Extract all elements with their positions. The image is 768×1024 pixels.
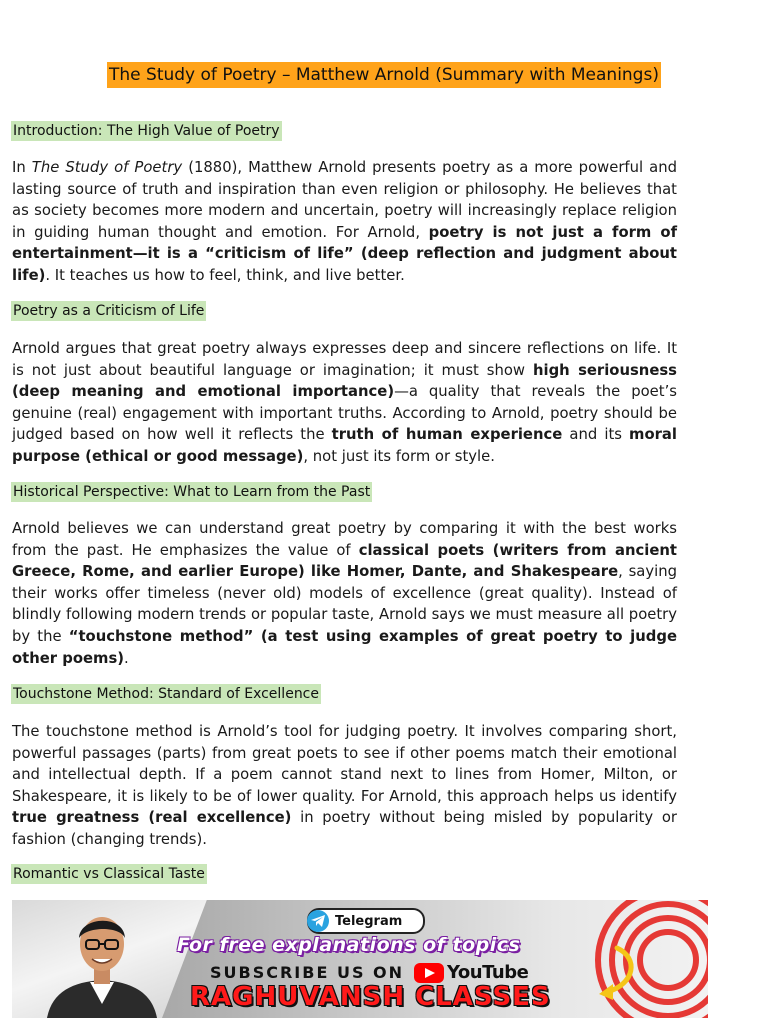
section-heading-touchstone-method: Touchstone Method: Standard of Excellence [13,686,319,702]
youtube-label: YouTube [447,962,529,983]
text-run: . [124,649,129,667]
banner-tagline: For free explanations of topics [177,934,521,956]
emphasis-italic: The Study of Poetry [31,159,183,176]
presenter-avatar-icon [42,904,162,1018]
section-heading-criticism-of-life: Poetry as a Criticism of Life [13,303,205,319]
section-heading-historical-perspective: Historical Perspective: What to Learn from the Past [13,484,371,500]
youtube-icon [414,963,444,983]
page-title: The Study of Poetry – Matthew Arnold (Summary with Meanings) [107,62,661,88]
subscribe-row[interactable] [210,962,528,983]
text-run: Arnold argues that great poetry always expresses deep and sincere reflections on life. It is not just about beautiful language or imagination; it must show [12,340,677,379]
text-run: . It teaches us how to feel, think, and live better. [45,266,405,284]
emphasis-bold: true greatness (real excellence) [12,809,292,827]
text-run: , not just its form or style. [303,447,495,465]
telegram-link[interactable] [307,908,425,934]
subscribe-label: SUBSCRIBE US ON [210,963,405,982]
section-paragraph-introduction [12,157,677,287]
emphasis-bold: classical poets (writers from ancient Greece, Rome, and earlier Europe) like Homer, Dante, and Shakespeare [12,541,678,581]
emphasis-bold: poetry is not just a form of entertainment—it is a “criticism of life” (deep reflection and judgment about life) [12,223,678,284]
text-run: (1880), Matthew Arnold presents poetry as a more powerful and lasting source of truth and inspiration than even religion or philosophy. He believes that as society becomes more modern and uncertain, poetry will increasingly replace religion in guiding human thought and emotion. For Arnold, [12,159,677,241]
text-run: and its [562,426,630,444]
text-run: The touchstone method is Arnold’s tool for judging poetry. It involves comparing short, powerful passages (parts) from great poets to see if other poems match their emotional and intellectual depth. If a poem cannot stand next to lines from Homer, Milton, or Shakespeare, it is likely to be of lower quality. For Arnold, this approach helps us identify [12,723,677,805]
section-heading-romantic-vs-classical: Romantic vs Classical Taste [13,866,205,882]
promo-banner[interactable] [12,900,708,1018]
text-run: in poetry without being misled by popularity or fashion (changing trends). [12,809,677,848]
text-run: Arnold believes we can understand great poetry by comparing it with the best works from the past. He emphasizes the value of [12,520,677,559]
emphasis-bold: truth of human experience [331,426,563,444]
text-run: —a quality that reveals the poet’s genuine (real) engagement with important truths. According to Arnold, poetry should be judged based on how well it reflects the [12,383,677,444]
emphasis-bold: moral purpose (ethical or good message) [12,426,677,465]
section-paragraph-touchstone-method [12,721,677,851]
section-paragraph-historical-perspective [12,518,677,669]
emphasis-bold: “touchstone method” (a test using examples of great poetry to judge other poems) [12,627,677,667]
title-row [0,62,768,88]
telegram-icon [307,910,329,932]
telegram-label: Telegram [335,913,403,929]
curved-arrow-icon [577,944,647,1004]
emphasis-bold: high seriousness (deep meaning and emotional importance) [12,361,677,401]
section-heading-introduction: Introduction: The High Value of Poetry [13,123,280,139]
text-run: , saying their works offer timeless (never old) models of excellence (great quality). Instead of blindly following modern trends or popular taste, Arnold says we must measure all poetry by the [12,563,677,645]
text-run: In [12,159,32,176]
brand-name: RAGHUVANSH CLASSES [190,982,551,1012]
section-paragraph-criticism-of-life [12,338,677,468]
